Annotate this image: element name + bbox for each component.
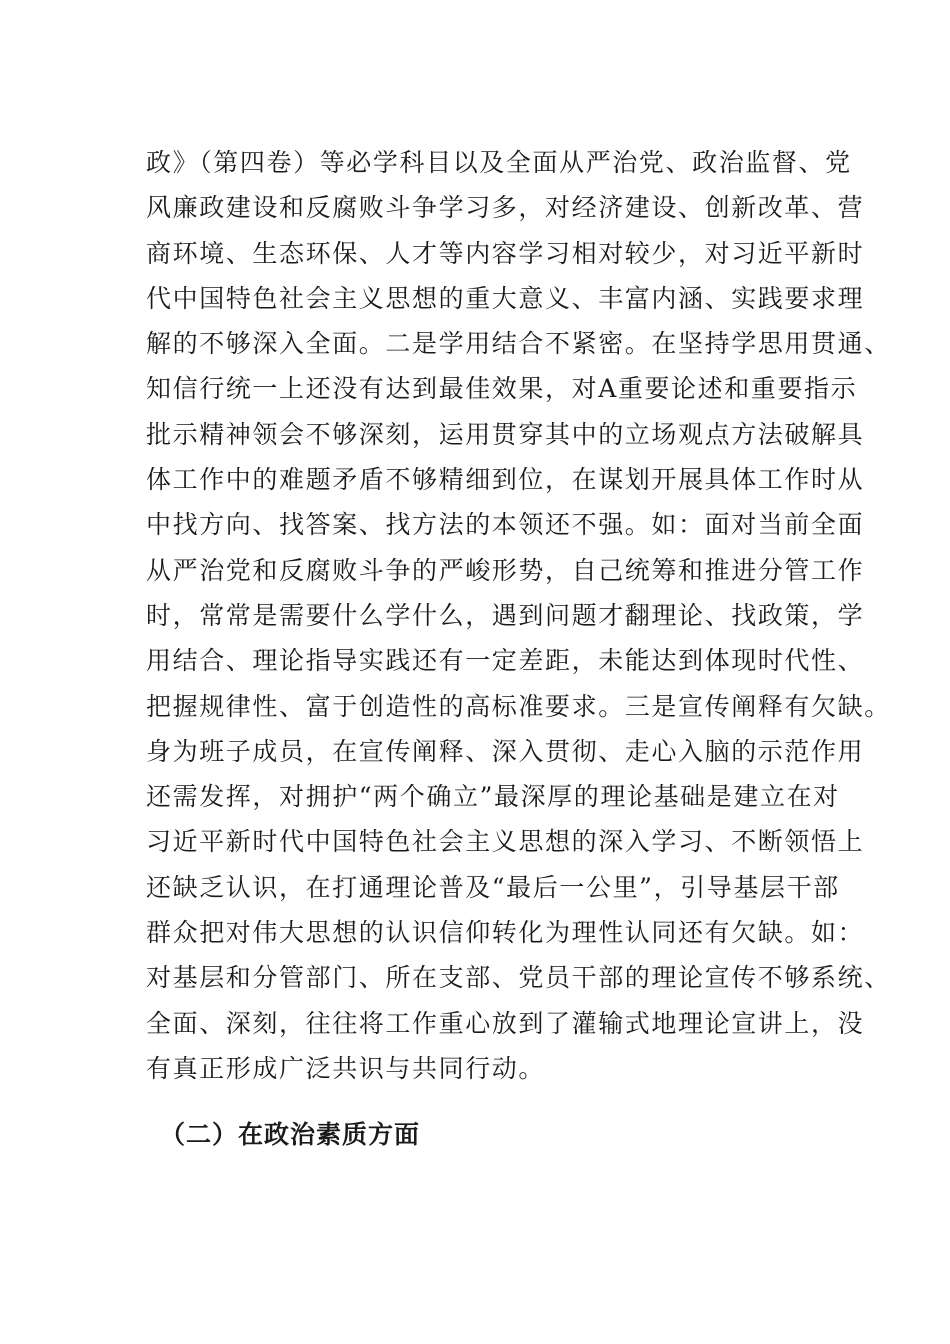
paragraph-line: 体工作中的难题矛盾不够精细到位，在谋划开展具体工作时从 bbox=[146, 465, 865, 495]
paragraph-line: 全面、深刻，往往将工作重心放到了灌输式地理论宣讲上，没 bbox=[146, 1008, 865, 1038]
paragraph-line: 群众把对伟大思想的认识信仰转化为理性认同还有欠缺。如： bbox=[146, 918, 865, 948]
paragraph-line: 代中国特色社会主义思想的重大意义、丰富内涵、实践要求理 bbox=[146, 283, 865, 313]
section-heading: （二）在政治素质方面 bbox=[160, 1120, 421, 1149]
paragraph-line: 用结合、理论指导实践还有一定差距，未能达到体现时代性、 bbox=[146, 646, 865, 676]
paragraph-line: 把握规律性、富于创造性的高标准要求。三是宣传阐释有欠缺。 bbox=[146, 691, 891, 721]
paragraph-line: 批示精神领会不够深刻，运用贯穿其中的立场观点方法破解具 bbox=[146, 419, 865, 449]
paragraph-line: 商环境、生态环保、人才等内容学习相对较少，对习近平新时 bbox=[146, 238, 865, 268]
paragraph-line: 还需发挥，对拥护“两个确立”最深厚的理论基础是建立在对 bbox=[146, 782, 840, 812]
paragraph-line: 从严治党和反腐败斗争的严峻形势，自己统筹和推进分管工作 bbox=[146, 555, 865, 585]
paragraph-line: 知信行统一上还没有达到最佳效果，对A重要论述和重要指示 bbox=[146, 374, 858, 404]
paragraph-line: 中找方向、找答案、找方法的本领还不强。如：面对当前全面 bbox=[146, 510, 865, 540]
paragraph-line: 身为班子成员，在宣传阐释、深入贯彻、走心入脑的示范作用 bbox=[146, 736, 865, 766]
paragraph-line: 风廉政建设和反腐败斗争学习多，对经济建设、创新改革、营 bbox=[146, 193, 865, 223]
paragraph-line: 时，常常是需要什么学什么，遇到问题才翻理论、找政策，学 bbox=[146, 600, 865, 630]
paragraph-line: 政》（第四卷）等必学科目以及全面从严治党、政治监督、党 bbox=[146, 148, 852, 177]
paragraph-line: 习近平新时代中国特色社会主义思想的深入学习、不断领悟上 bbox=[146, 827, 865, 857]
paragraph-line: 解的不够深入全面。二是学用结合不紧密。在坚持学思用贯通、 bbox=[146, 329, 891, 359]
paragraph-line: 有真正形成广泛共识与共同行动。 bbox=[146, 1053, 546, 1083]
body-paragraph bbox=[146, 140, 891, 1091]
paragraph-line: 还缺乏认识，在打通理论普及“最后一公里”，引导基层干部 bbox=[146, 872, 840, 902]
paragraph-line: 对基层和分管部门、所在支部、党员干部的理论宣传不够系统、 bbox=[146, 963, 891, 993]
